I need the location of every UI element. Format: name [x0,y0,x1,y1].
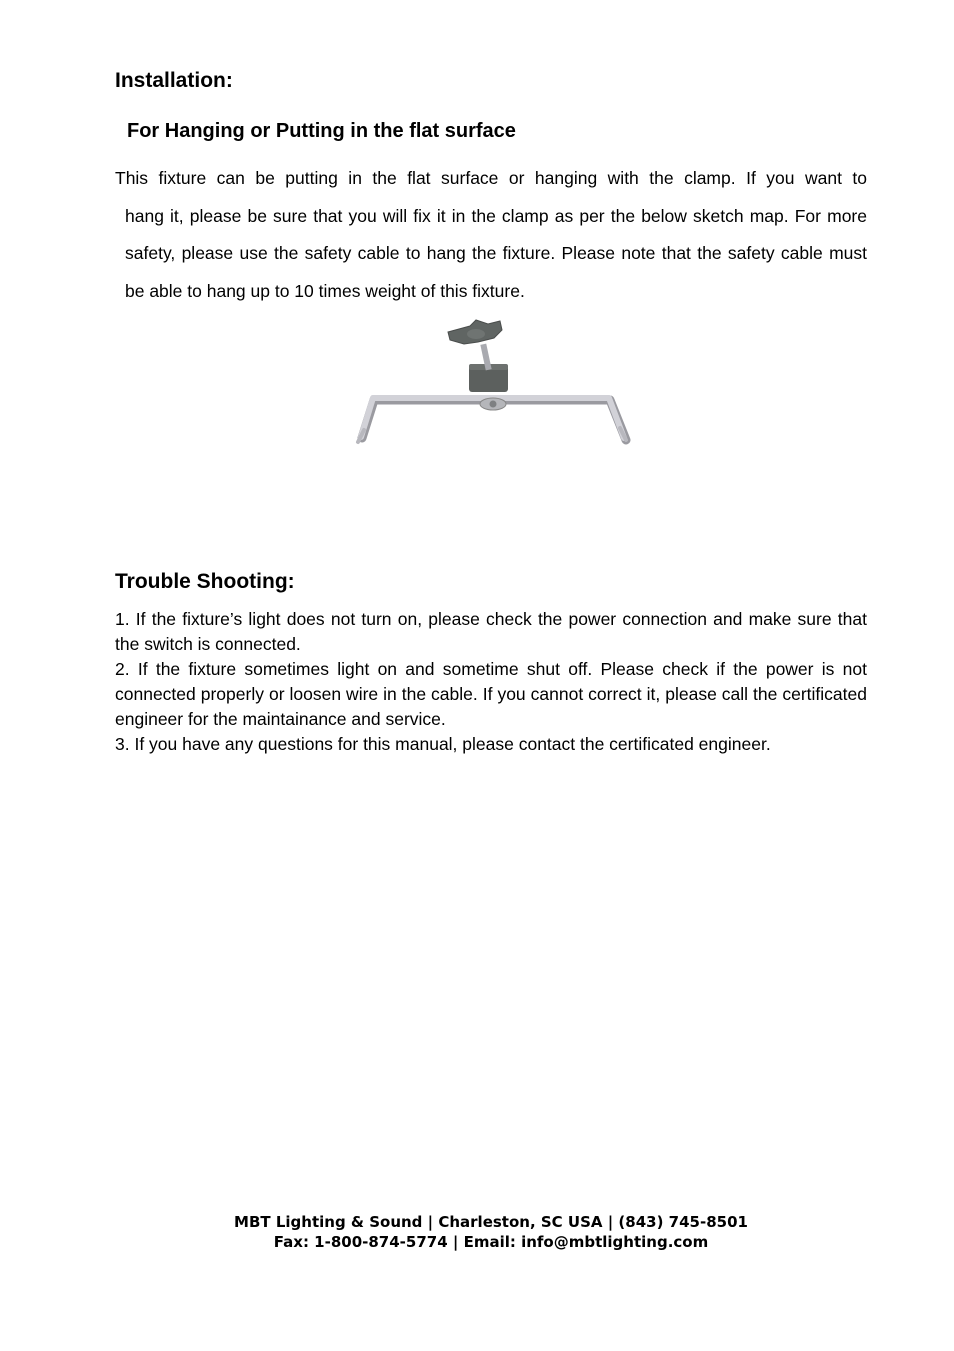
footer-fax-email-line: Fax: 1-800-874-5774 | Email: info@mbtlighting.com [273,1232,709,1251]
hanging-subheading: For Hanging or Putting in the flat surface [127,120,516,142]
installation-paragraph-first-line: This fixture can be putting in the flat surface or hanging with the clamp. If you want to [115,168,867,188]
clamp-sketch-image [352,318,634,450]
trouble-shooting-item: 3. If you have any questions for this manual, please contact the certificated engineer. [115,734,771,754]
installation-heading: Installation: [115,69,233,92]
footer-contact-line: MBT Lighting & Sound | Charleston, SC USA | (843) 745-8501 [234,1213,748,1231]
installation-paragraph [115,160,867,310]
trouble-shooting-heading: Trouble Shooting: [115,570,295,593]
installation-paragraph-rest: hang it, please be sure that you will fix it in the clamp as per the below sketch map. For more safety, please use the safety cable to hang the fixture. Please note that the safety cable must be able to hang up to 10 times weight of this fixture. [125,205,867,301]
trouble-shooting-list [115,607,867,757]
trouble-shooting-item: 1. If the fixture’s light does not turn on, please check the power connection and make sure that the switch is connected. [115,609,867,654]
trouble-shooting-item: 2. If the fixture sometimes light on and sometime shut off. Please check if the power is not connected properly or loosen wire in the cable. If you cannot correct it, please call the certificated engineer for the maintainance and service. [115,659,867,729]
page-footer [0,1213,954,1252]
